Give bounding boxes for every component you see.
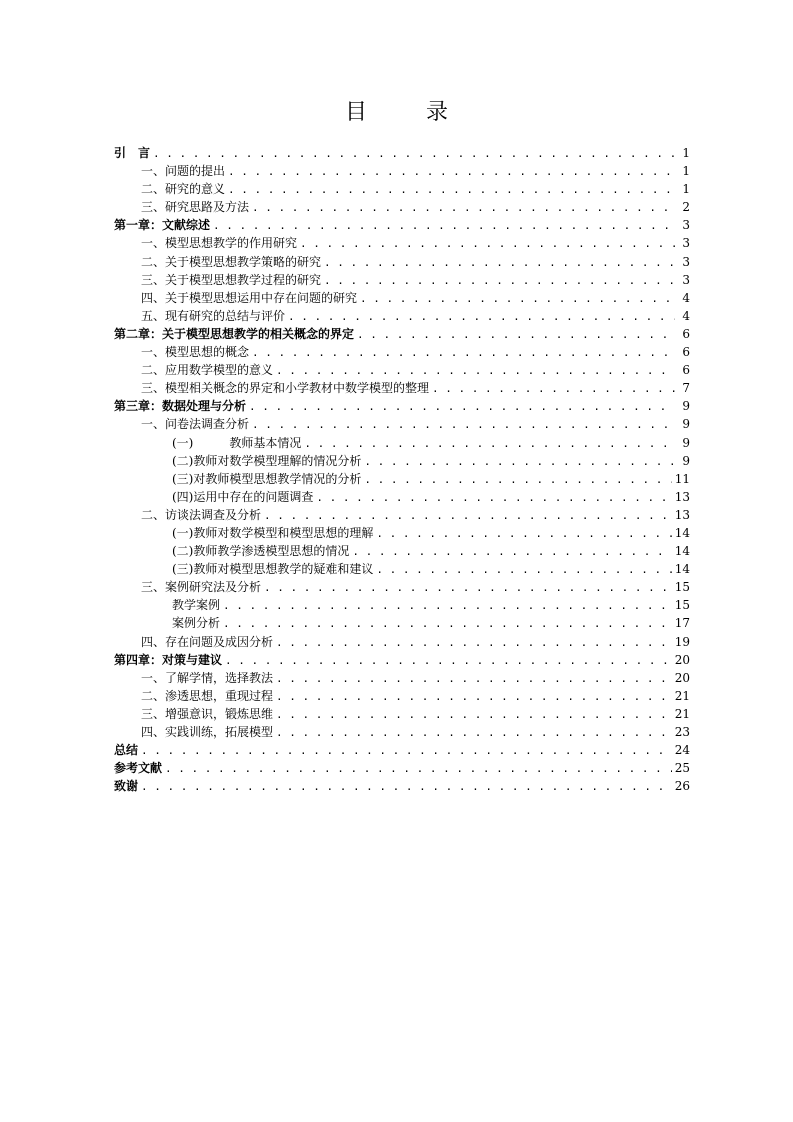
toc-entry-label: (二)教师教学渗透模型思想的情况 [172, 544, 350, 559]
leader-dots [223, 597, 672, 615]
toc-entry-label: (四)运用中存在的问题调查 [172, 489, 314, 504]
leader-dots [276, 670, 672, 688]
toc-page-number: 6 [682, 363, 690, 378]
leader-dots [276, 724, 672, 742]
leader-dots [141, 778, 672, 796]
toc-entry-label: 案例分析 [172, 616, 221, 631]
toc-entry-label: 二、研究的意义 [141, 182, 226, 197]
leader-dots [213, 217, 675, 235]
leader-dots [249, 398, 675, 416]
toc-entry-label [114, 434, 301, 452]
toc-entry-label: 一、问卷法调查分析 [141, 417, 250, 432]
toc-entry-label: 三、关于模型思想教学过程的研究 [141, 272, 322, 287]
toc-entry-label: 三、案例研究法及分析 [141, 580, 262, 595]
toc-entry-number: (一) [172, 435, 194, 450]
toc-entry-label: 第三章：数据处理与分析 [114, 399, 247, 414]
toc-entry[interactable] [114, 307, 690, 325]
toc-page-number: 3 [682, 254, 690, 269]
leader-dots [316, 489, 671, 507]
leader-dots [432, 380, 675, 398]
toc-entry-label: 二、应用数学模型的意义 [141, 363, 274, 378]
toc-entry[interactable] [114, 759, 690, 777]
toc-entry[interactable] [114, 669, 690, 687]
toc-entry-label: 三、研究思路及方法 [141, 200, 250, 215]
toc-page-number: 3 [682, 272, 690, 287]
toc-page-number: 23 [674, 725, 690, 739]
leader-dots [300, 235, 675, 253]
leader-dots [264, 507, 672, 525]
toc-page-number: 9 [682, 435, 690, 450]
leader-dots [141, 742, 672, 760]
toc-entry-label: 四、存在问题及成因分析 [141, 634, 274, 649]
toc-entry[interactable] [114, 687, 690, 705]
toc-entry-label: 二、渗透思想，重现过程 [141, 688, 274, 703]
toc-page-number: 20 [674, 652, 690, 667]
toc-entry[interactable] [114, 234, 690, 252]
toc-page-number: 26 [674, 779, 690, 794]
toc-page-number: 11 [674, 471, 690, 486]
toc-entry-label: 第四章：对策与建议 [114, 652, 223, 667]
toc-page-number: 15 [674, 598, 690, 613]
leader-dots [288, 308, 675, 326]
toc-page-number: 6 [682, 326, 690, 341]
leader-dots [264, 579, 672, 597]
toc-entry[interactable] [114, 777, 690, 795]
toc-entry-label: 教学案例 [172, 598, 221, 613]
toc-entry-label: (三)对教师模型思想教学情况的分析 [172, 471, 362, 486]
toc-entry[interactable] [114, 542, 690, 560]
toc-page-number: 3 [682, 218, 690, 233]
toc-entry[interactable] [114, 651, 690, 669]
toc-entry-label: (一)教师对数学模型和模型思想的理解 [172, 525, 374, 540]
leader-dots [252, 344, 675, 362]
toc-page-number: 1 [682, 182, 690, 197]
toc-entry-label: 一、了解学情，选择教法 [141, 670, 274, 685]
toc-entry[interactable] [114, 596, 690, 614]
leader-dots [165, 760, 672, 778]
toc-page-number: 14 [674, 525, 690, 540]
toc-page-number: 19 [674, 634, 690, 649]
toc-entry-label: 四、实践训练，拓展模型 [141, 725, 274, 739]
toc-page-number: 1 [682, 146, 690, 160]
toc-entry[interactable] [114, 470, 690, 488]
toc-entry[interactable] [114, 633, 690, 651]
toc-page-number: 21 [674, 688, 690, 703]
toc-entry[interactable] [114, 415, 690, 433]
toc-page-number: 1 [682, 164, 690, 179]
toc-page-number: 4 [682, 290, 690, 305]
toc-page-number: 17 [674, 616, 690, 631]
toc-page-number: 2 [682, 200, 690, 215]
toc-entry[interactable] [114, 198, 690, 216]
toc-entry-text: 教师基本情况 [229, 435, 302, 450]
leader-dots [364, 471, 671, 489]
toc-entry-label: 五、现有研究的总结与评价 [141, 308, 286, 323]
toc-page-number: 20 [674, 670, 690, 685]
toc-page-number: 14 [674, 562, 690, 577]
toc-entry[interactable] [114, 325, 690, 343]
toc-entry-label: 致谢 [114, 779, 139, 794]
toc-entry[interactable] [114, 705, 690, 723]
leader-dots [276, 362, 675, 380]
toc-page-number: 13 [674, 489, 690, 504]
toc-entry-label: (三)教师对模型思想教学的疑难和建议 [172, 562, 374, 577]
toc-entry-label: (二)教师对数学模型理解的情况分析 [172, 453, 362, 468]
toc-entry-label: 四、关于模型思想运用中存在问题的研究 [141, 290, 358, 305]
leader-dots [252, 416, 675, 434]
leader-dots [324, 254, 675, 272]
table-of-contents [114, 144, 690, 795]
toc-entry[interactable] [114, 379, 690, 397]
leader-dots [228, 163, 675, 181]
leader-dots [276, 688, 672, 706]
leader-dots [304, 435, 675, 453]
toc-entry-label: 引 言 [114, 146, 151, 160]
leader-dots [352, 543, 671, 561]
toc-page-number: 4 [682, 308, 690, 323]
toc-page-number: 25 [674, 761, 690, 776]
toc-entry-label: 一、问题的提出 [141, 164, 226, 179]
toc-page-number: 7 [682, 381, 690, 396]
toc-entry[interactable] [114, 723, 690, 741]
toc-page-number: 9 [682, 399, 690, 414]
toc-entry-label: 一、模型思想教学的作用研究 [141, 236, 298, 251]
toc-entry[interactable] [114, 271, 690, 289]
leader-dots [252, 199, 675, 217]
toc-entry[interactable] [114, 506, 690, 524]
toc-entry-label: 三、模型相关概念的界定和小学教材中数学模型的整理 [141, 381, 430, 396]
leader-dots [225, 652, 672, 670]
toc-entry-label: 二、访谈法调查及分析 [141, 507, 262, 522]
toc-entry[interactable] [114, 144, 690, 162]
toc-entry[interactable] [114, 162, 690, 180]
toc-entry-label: 三、增强意识，锻炼思维 [141, 706, 274, 721]
toc-page-number: 3 [682, 236, 690, 251]
toc-page-number: 6 [682, 345, 690, 360]
leader-dots [364, 453, 675, 471]
toc-entry[interactable] [114, 452, 690, 470]
toc-page-number: 9 [682, 453, 690, 468]
toc-entry-label: 参考文献 [114, 761, 163, 776]
toc-entry[interactable] [114, 578, 690, 596]
toc-entry-label: 二、关于模型思想教学策略的研究 [141, 254, 322, 269]
toc-entry[interactable] [114, 216, 690, 234]
toc-page-number: 24 [674, 743, 690, 758]
toc-entry-label: 一、模型思想的概念 [141, 345, 250, 360]
toc-page-number: 13 [674, 507, 690, 522]
toc-entry-label: 第一章：文献综述 [114, 218, 211, 233]
toc-entry[interactable] [114, 741, 690, 759]
toc-entry[interactable] [114, 397, 690, 415]
leader-dots [376, 525, 671, 543]
leader-dots [223, 615, 672, 633]
toc-entry[interactable] [114, 614, 690, 632]
toc-entry[interactable] [114, 488, 690, 506]
leader-dots [276, 706, 672, 724]
toc-entry[interactable] [114, 361, 690, 379]
toc-page-number: 15 [674, 580, 690, 595]
leader-dots [357, 326, 675, 344]
toc-entry[interactable] [114, 180, 690, 198]
toc-entry[interactable] [114, 289, 690, 307]
toc-entry-label: 总结 [114, 743, 139, 758]
toc-page-number: 9 [682, 417, 690, 432]
toc-entry[interactable] [114, 343, 690, 361]
toc-entry[interactable] [114, 253, 690, 271]
toc-entry-label: 第二章：关于模型思想教学的相关概念的界定 [114, 326, 355, 341]
leader-dots [153, 145, 675, 163]
toc-page-number: 21 [674, 706, 690, 721]
toc-page-number: 14 [674, 544, 690, 559]
toc-entry[interactable] [114, 560, 690, 578]
leader-dots [360, 290, 675, 308]
page-title: 目 录 [345, 100, 474, 125]
leader-dots [276, 634, 672, 652]
leader-dots [324, 272, 675, 290]
toc-entry[interactable] [114, 434, 690, 452]
leader-dots [376, 561, 671, 579]
toc-entry[interactable] [114, 524, 690, 542]
leader-dots [228, 181, 675, 199]
